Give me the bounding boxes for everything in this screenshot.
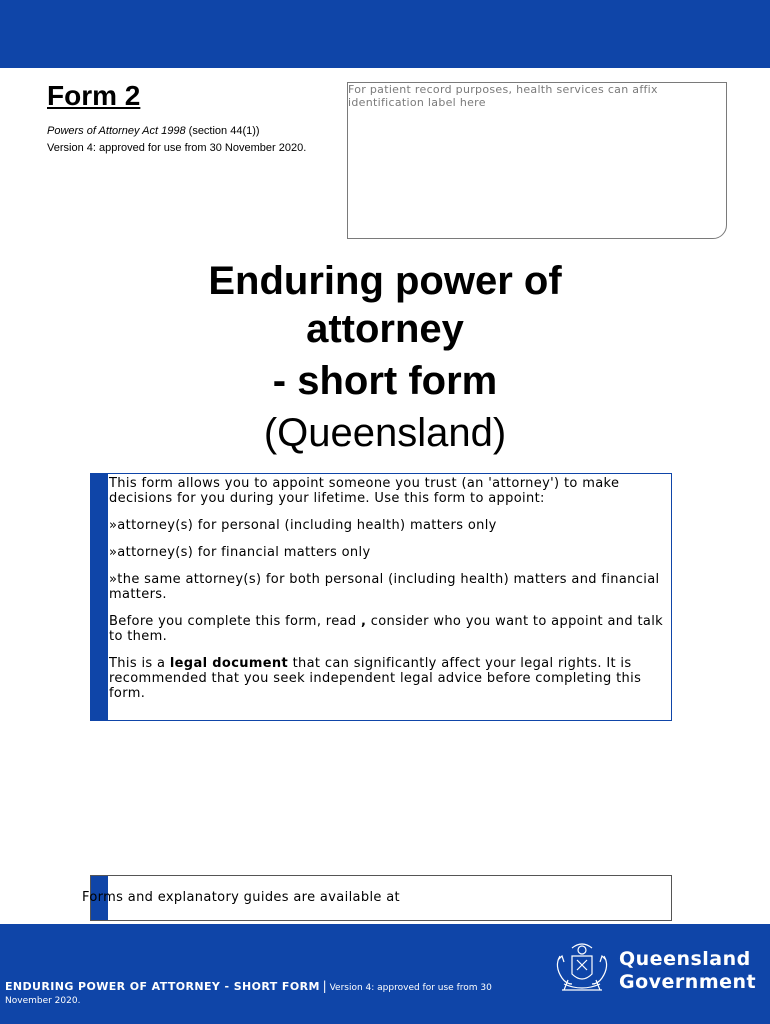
version-note: Version 4: approved for use from 30 November 2020. <box>47 142 307 154</box>
top-banner <box>0 0 770 68</box>
act-name: Powers of Attorney Act 1998 <box>47 125 186 137</box>
title-line-1: Enduring power of <box>208 259 562 303</box>
info-bullet-financial: »attorney(s) for financial matters only <box>109 545 371 560</box>
info-intro: This form allows you to appoint someone you trust (an 'attorney') to make decisions for you during your lifetime. Use this form to appoint: <box>109 476 620 506</box>
info-legal-b: that can significantly affect your legal rights. It is recommended that you seek independent legal advice before completing this form. <box>109 656 642 701</box>
info-accent-bar <box>91 474 108 720</box>
info-content <box>109 476 667 713</box>
info-before-c: consider who you want to appoint and talk to them. <box>109 614 664 644</box>
act-section: (section 44(1)) <box>188 125 260 137</box>
patient-label-box <box>347 82 727 239</box>
patient-label-text: For patient record purposes, health services can affix identification label here <box>348 83 658 109</box>
form-number: Form 2 <box>47 80 141 111</box>
footer-separator: | <box>322 979 327 993</box>
queensland-crest-icon <box>550 940 614 1000</box>
act-reference <box>47 125 260 137</box>
footer-version: Version 4: approved for use from 30 November 2020. <box>5 983 492 1006</box>
info-legal <box>109 656 667 701</box>
footer-caption <box>5 980 525 1008</box>
info-before <box>109 614 667 644</box>
title-jurisdiction: (Queensland) <box>263 411 507 455</box>
info-bullet-both: »the same attorney(s) for both personal (including health) matters and financial matters. <box>109 572 660 602</box>
info-before-a: Before you complete this form, read <box>109 614 357 629</box>
queensland-government-wordmark: Queensland Government <box>619 948 757 993</box>
legal-document-emphasis: legal document <box>169 656 289 671</box>
title-line-2: attorney <box>306 307 464 351</box>
info-legal-a: This is a <box>109 656 166 671</box>
info-panel <box>90 473 672 721</box>
availability-text: Forms and explanatory guides are available at <box>82 890 400 905</box>
title-line-3: - short form <box>272 359 498 403</box>
footer-bar <box>0 924 770 1024</box>
footer-title: ENDURING POWER OF ATTORNEY - SHORT FORM <box>5 980 320 993</box>
info-before-b: , <box>360 614 367 629</box>
info-bullet-personal: »attorney(s) for personal (including health) matters only <box>109 518 497 533</box>
